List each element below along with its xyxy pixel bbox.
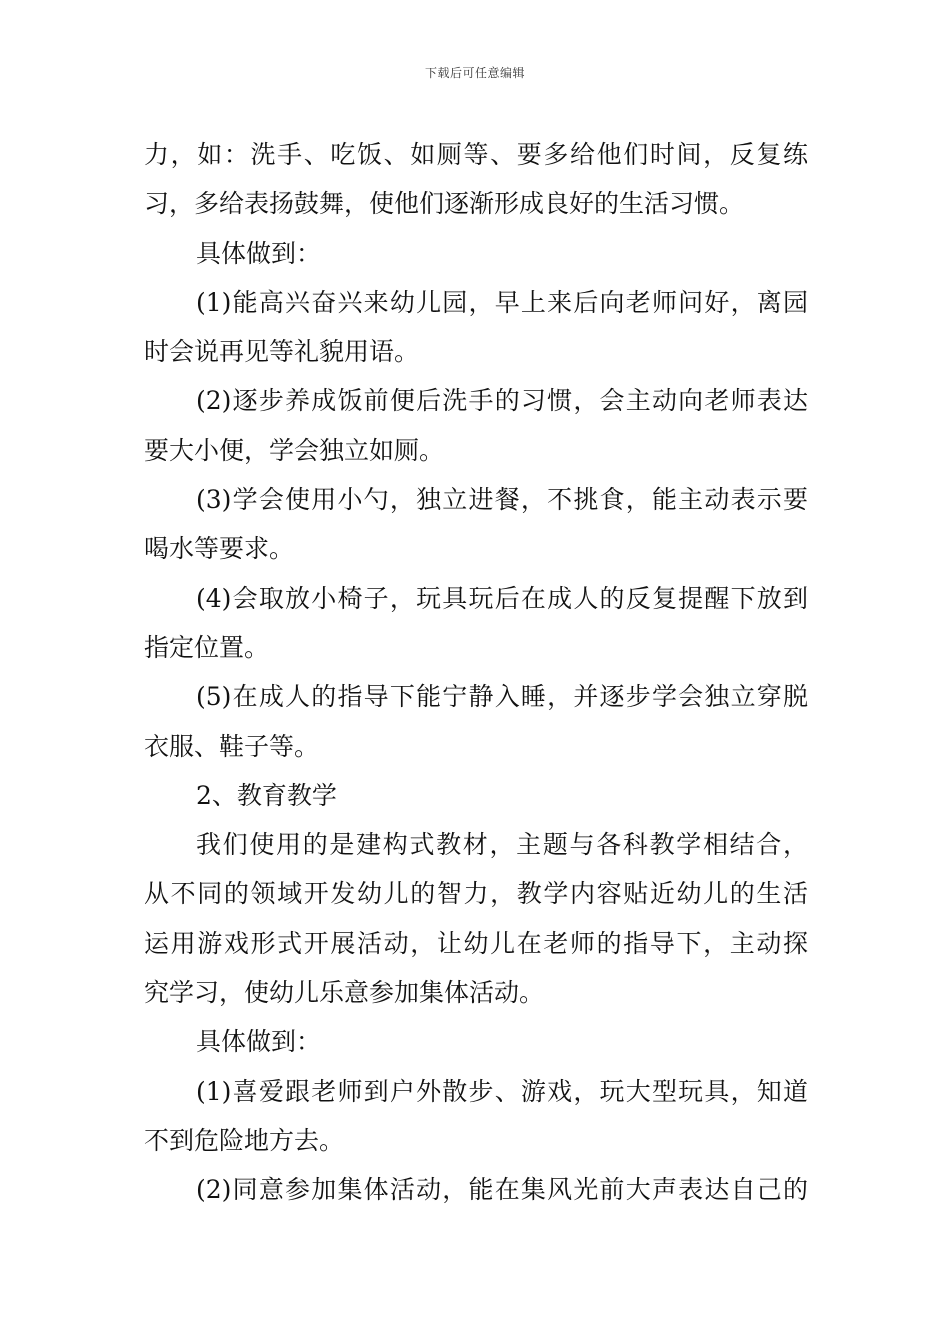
text-line: (3)学会使用小勺，独立进餐，不挑食，能主动表示要 xyxy=(196,485,808,515)
text-line: 喝水等要求。 xyxy=(144,534,295,564)
text-line: 具体做到： xyxy=(196,1027,322,1057)
text-line: (2)同意参加集体活动，能在集风光前大声表达自己的 xyxy=(196,1175,808,1205)
text-line: 习，多给表扬鼓舞，使他们逐渐形成良好的生活习惯。 xyxy=(144,189,745,219)
text-line: (4)会取放小椅子，玩具玩后在成人的反复提醒下放到 xyxy=(196,583,808,613)
text-line: (2)逐步养成饭前便后洗手的习惯，会主动向老师表达 xyxy=(196,386,808,416)
section-heading: 2、教育教学 xyxy=(196,780,337,810)
text-line: 力，如：洗手、吃饭、如厕等、要多给他们时间，反复练 xyxy=(144,140,808,169)
text-line: 从不同的领域开发幼儿的智力，教学内容贴近幼儿的生活 xyxy=(144,879,808,909)
document-body xyxy=(144,130,808,1215)
text-line: 要大小便，学会独立如厕。 xyxy=(144,435,445,465)
page-header: 下载后可任意编辑 xyxy=(424,66,525,80)
text-line: (1)能高兴奋兴来幼儿园，早上来后向老师问好，离园 xyxy=(196,287,808,317)
text-line: 衣服、鞋子等。 xyxy=(144,731,320,761)
text-line: 运用游戏形式开展活动，让幼儿在老师的指导下，主动探 xyxy=(144,928,808,958)
text-line: 不到危险地方去。 xyxy=(144,1125,345,1155)
text-line: (5)在成人的指导下能宁静入睡，并逐步学会独立穿脱 xyxy=(196,682,808,712)
text-line: 我们使用的是建构式教材，主题与各科教学相结合， xyxy=(196,830,808,860)
text-line: (1)喜爱跟老师到户外散步、游戏，玩大型玩具，知道 xyxy=(196,1076,808,1106)
text-line: 究学习，使幼儿乐意参加集体活动。 xyxy=(144,978,545,1008)
text-line: 指定位置。 xyxy=(144,632,270,662)
text-line: 时会说再见等礼貌用语。 xyxy=(144,337,420,367)
text-line: 具体做到： xyxy=(196,238,322,268)
